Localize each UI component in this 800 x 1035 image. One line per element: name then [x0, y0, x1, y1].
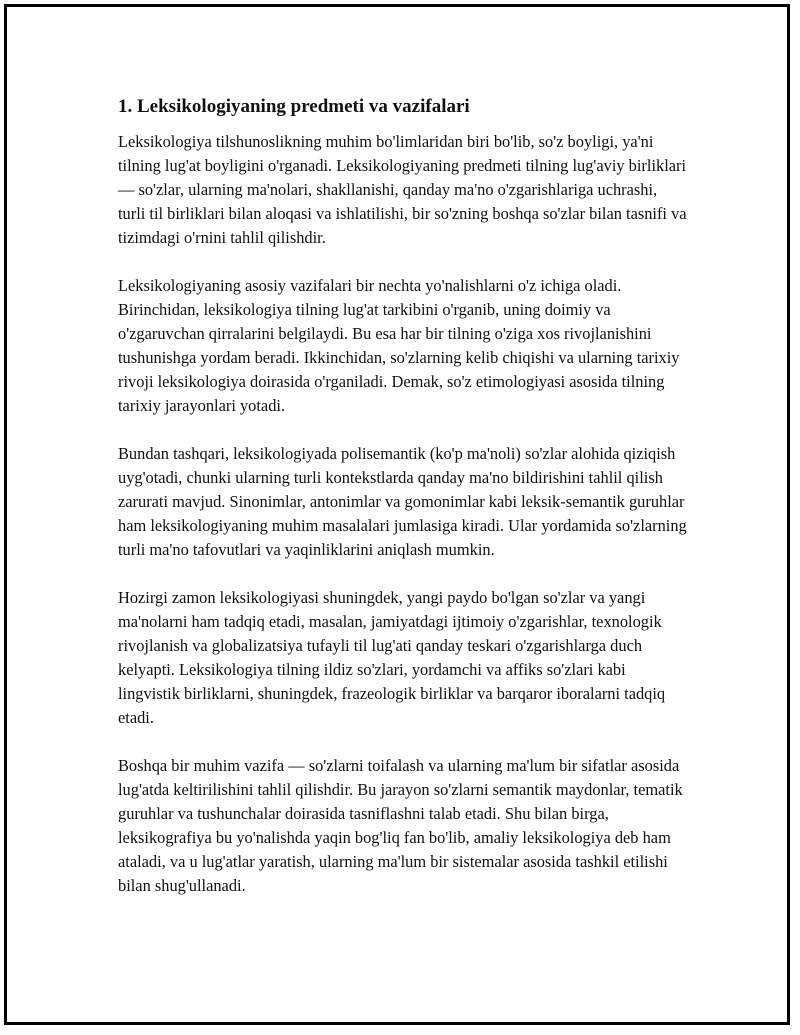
paragraph-lexicography: Boshqa bir muhim vazifa — so'zlarni toifalash va ularning ma'lum bir sifatlar asosida lug'atda keltirilishini tahlil qilishdir. Bu jarayon so'zlarni semantik maydonlar, tematik guruhlar va tushunchalar doirasida tasniflashni talab etadi. Shu bilan birga, leksikografiya bu yo'nalishda yaqin bog'liq fan bo'lib, amaliy leksikologiya deb ham ataladi, va u lug'atlar yaratish, ularning ma'lum bir sistemalar asosida tashkil etilishi bilan shug'ullanadi. — [118, 756, 683, 895]
paragraph-subject: Leksikologiya tilshunoslikning muhim bo'limlaridan biri bo'lib, so'z boyligi, ya'ni tilning lug'at boyligini o'rganadi. Leksikologiyaning predmeti tilning lug'aviy birliklari — so'zlar, ularning ma'nolari, shakllanishi, qanday ma'no o'zgarishlariga uchrashi, turli til birliklari bilan aloqasi va ishlatilishi, bir so'zning boshqa so'zlar bilan tasnifi va tizimdagi o'rnini tahlil qilishdir. — [118, 132, 687, 247]
paragraph-polysemy: Bundan tashqari, leksikologiyada polisemantik (ko'p ma'noli) so'zlar alohida qiziqish uyg'otadi, chunki ularning turli kontekstlarda qanday ma'no bildirishini tahlil qilish zarurati mavjud. Sinonimlar, antonimlar va gomonimlar kabi leksik-semantik guruhlar ham leksikologiyaning muhim masalalari jumlasiga kiradi. Ular yordamida so'zlarning turli ma'no tafovutlari va yaqinliklarini aniqlash mumkin. — [118, 444, 687, 559]
paragraph-main-tasks: Leksikologiyaning asosiy vazifalari bir nechta yo'nalishlarni o'z ichiga oladi. Birinchidan, leksikologiya tilning lug'at tarkibini o'rganib, uning doimiy va o'zgaruvchan qirralarini belgilaydi. Bu esa har bir tilning o'ziga xos rivojlanishini tushunishga yordam beradi. Ikkinchidan, so'zlarning kelib chiqishi va ularning tarixiy rivoji leksikologiya doirasida o'rganiladi. Demak, so'z etimologiyasi asosida tilning tarixiy jarayonlari yotadi. — [118, 276, 680, 415]
document-body — [118, 94, 688, 922]
paragraph-modern-lexicology: Hozirgi zamon leksikologiyasi shuningdek, yangi paydo bo'lgan so'zlar va yangi ma'nolarni ham tadqiq etadi, masalan, jamiyatdagi ijtimoiy o'zgarishlar, texnologik rivojlanish va globalizatsiya tufayli til lug'ati qanday teskari o'zgarishlarga duch kelyapti. Leksikologiya tilning ildiz so'zlari, yordamchi va affiks so'zlari kabi lingvistik birliklarni, shuningdek, frazeologik birliklar va barqaror iboralarni tadqiq etadi. — [118, 588, 666, 727]
section-heading: 1. Leksikologiyaning predmeti va vazifalari — [118, 96, 470, 117]
